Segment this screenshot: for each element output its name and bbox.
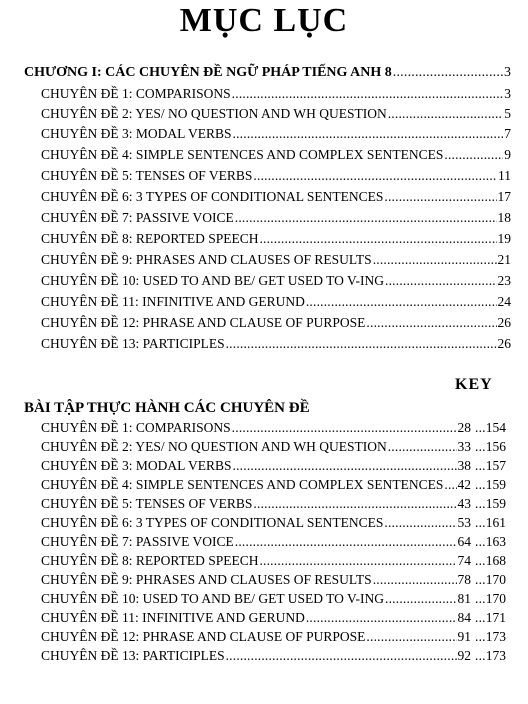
entry-title: CHUYÊN ĐỀ 13: PARTICIPLES xyxy=(41,648,225,663)
entry-title: CHUYÊN ĐỀ 8: REPORTED SPEECH xyxy=(41,231,259,246)
entry-title: CHUYÊN ĐỀ 1: COMPARISONS xyxy=(41,86,231,101)
page-number: 24 xyxy=(497,294,511,309)
toc-entry[interactable] xyxy=(41,86,511,104)
leader-dots xyxy=(306,294,497,310)
entry-title: CHUYÊN ĐỀ 2: YES/ NO QUESTION AND WH QUESTION xyxy=(41,439,387,454)
leader-dots xyxy=(259,231,496,247)
toc-entry[interactable] xyxy=(41,420,471,438)
leader-dots xyxy=(444,477,456,493)
entry-title: CHUYÊN ĐỀ 4: SIMPLE SENTENCES AND COMPLEX SENTENCES xyxy=(41,147,444,162)
page-number: 81 xyxy=(457,591,471,606)
leader-dots xyxy=(388,106,504,122)
page-number: 18 xyxy=(497,210,511,225)
entry-title: CHUYÊN ĐỀ 10: USED TO AND BE/ GET USED TO V-ING xyxy=(41,273,385,288)
toc-entry[interactable] xyxy=(41,252,511,270)
entry-title: CHUYÊN ĐỀ 9: PHRASES AND CLAUSES OF RESULTS xyxy=(41,572,372,587)
key-page-number[interactable]: ...170 xyxy=(475,591,506,606)
entry-title: CHUYÊN ĐỀ 3: MODAL VERBS xyxy=(41,458,232,473)
leader-dots xyxy=(393,65,503,81)
page-number: 7 xyxy=(504,126,511,141)
toc-entry[interactable] xyxy=(41,126,511,144)
entry-title: CHUYÊN ĐỀ 4: SIMPLE SENTENCES AND COMPLEX SENTENCES xyxy=(41,477,444,492)
toc-entry[interactable] xyxy=(41,315,511,333)
leader-dots xyxy=(373,572,457,588)
entry-title: CHUYÊN ĐỀ 9: PHRASES AND CLAUSES OF RESULTS xyxy=(41,252,372,267)
leader-dots xyxy=(384,189,496,205)
page-number: 64 xyxy=(457,534,471,549)
key-page-number[interactable]: ...157 xyxy=(475,458,506,473)
key-page-number[interactable]: ...163 xyxy=(475,534,506,549)
leader-dots xyxy=(384,515,456,531)
page-number: 3 xyxy=(504,65,511,80)
toc-entry[interactable] xyxy=(41,572,471,590)
page-number: 17 xyxy=(497,189,511,204)
entry-title: CHUYÊN ĐỀ 6: 3 TYPES OF CONDITIONAL SENTENCES xyxy=(41,189,384,204)
entry-title: CHUYÊN ĐỀ 12: PHRASE AND CLAUSE OF PURPOSE xyxy=(41,629,366,644)
page-number: 5 xyxy=(504,106,511,121)
leader-dots xyxy=(233,126,504,142)
key-page-number[interactable]: ...171 xyxy=(475,610,506,625)
toc-entry[interactable] xyxy=(41,591,471,609)
entry-title: CHUYÊN ĐỀ 5: TENSES OF VERBS xyxy=(41,496,253,511)
leader-dots xyxy=(385,273,496,289)
toc-entry[interactable] xyxy=(41,553,471,571)
entry-title: CHUYÊN ĐỀ 1: COMPARISONS xyxy=(41,420,231,435)
toc-entry[interactable] xyxy=(41,273,511,291)
leader-dots xyxy=(373,252,497,268)
leader-dots xyxy=(253,496,456,512)
toc-entry[interactable] xyxy=(41,477,471,495)
entry-title: CHUYÊN ĐỀ 11: INFINITIVE AND GERUND xyxy=(41,610,305,625)
section-heading: CHƯƠNG I: CÁC CHUYÊN ĐỀ NGỮ PHÁP TIẾNG ANH 8 xyxy=(24,65,392,80)
entry-title: CHUYÊN ĐỀ 7: PASSIVE VOICE xyxy=(41,534,234,549)
toc-entry[interactable] xyxy=(41,496,471,514)
toc-entry[interactable] xyxy=(41,294,511,312)
toc-entry[interactable] xyxy=(41,534,471,552)
page-number: 38 xyxy=(457,458,471,473)
page-number: 21 xyxy=(497,252,511,267)
key-page-number[interactable]: ...168 xyxy=(475,553,506,568)
entry-title: CHUYÊN ĐỀ 8: REPORTED SPEECH xyxy=(41,553,259,568)
entry-title: CHUYÊN ĐỀ 13: PARTICIPLES xyxy=(41,336,225,351)
page-number: 43 xyxy=(457,496,471,511)
leader-dots xyxy=(385,591,456,607)
entry-title: CHUYÊN ĐỀ 2: YES/ NO QUESTION AND WH QUESTION xyxy=(41,106,387,121)
page-number: 91 xyxy=(457,629,471,644)
key-page-number[interactable]: ...154 xyxy=(475,420,506,435)
toc-entry[interactable] xyxy=(41,210,511,228)
key-page-number[interactable]: ...161 xyxy=(475,515,506,530)
leader-dots xyxy=(235,210,497,226)
toc-entry[interactable] xyxy=(41,168,511,186)
leader-dots xyxy=(235,534,457,550)
leader-dots xyxy=(233,458,457,474)
page-number: 78 xyxy=(457,572,471,587)
page-number: 23 xyxy=(497,273,511,288)
leader-dots xyxy=(306,610,457,626)
key-page-number[interactable]: ...173 xyxy=(475,629,506,644)
entry-title: CHUYÊN ĐỀ 10: USED TO AND BE/ GET USED TO V-ING xyxy=(41,591,385,606)
toc-entry[interactable] xyxy=(41,610,471,628)
key-column-label: KEY xyxy=(455,376,493,393)
page-number: 84 xyxy=(457,610,471,625)
leader-dots xyxy=(232,420,457,436)
page-number: 11 xyxy=(498,168,511,183)
page-number: 42 xyxy=(457,477,471,492)
page-number: 26 xyxy=(497,315,511,330)
toc-entry[interactable] xyxy=(41,147,511,165)
page-number: 19 xyxy=(497,231,511,246)
toc-entry[interactable] xyxy=(41,515,471,533)
entry-title: CHUYÊN ĐỀ 3: MODAL VERBS xyxy=(41,126,232,141)
leader-dots xyxy=(253,168,497,184)
page-number: 92 xyxy=(457,648,471,663)
toc-entry[interactable] xyxy=(41,648,471,666)
entry-title: CHUYÊN ĐỀ 6: 3 TYPES OF CONDITIONAL SENTENCES xyxy=(41,515,384,530)
toc-entry[interactable] xyxy=(41,458,471,476)
page-number: 33 xyxy=(457,439,471,454)
page-title: MỤC LỤC xyxy=(179,2,349,39)
leader-dots xyxy=(366,315,496,331)
toc-entry[interactable] xyxy=(41,106,511,124)
leader-dots xyxy=(366,629,456,645)
page-number: 26 xyxy=(497,336,511,351)
entry-title: CHUYÊN ĐỀ 7: PASSIVE VOICE xyxy=(41,210,234,225)
key-page-number[interactable]: ...156 xyxy=(475,439,506,454)
key-page-number[interactable]: ...170 xyxy=(475,572,506,587)
key-page-number[interactable]: ...159 xyxy=(475,477,506,492)
entry-title: CHUYÊN ĐỀ 11: INFINITIVE AND GERUND xyxy=(41,294,305,309)
key-page-number[interactable]: ...173 xyxy=(475,648,506,663)
section-heading: BÀI TẬP THỰC HÀNH CÁC CHUYÊN ĐỀ xyxy=(24,400,310,416)
leader-dots xyxy=(259,553,456,569)
leader-dots xyxy=(226,336,497,352)
toc-entry[interactable] xyxy=(41,439,471,457)
toc-entry[interactable] xyxy=(41,189,511,207)
page-number: 3 xyxy=(504,86,511,101)
page-number: 53 xyxy=(457,515,471,530)
section-heading-row xyxy=(24,65,511,83)
entry-title: CHUYÊN ĐỀ 5: TENSES OF VERBS xyxy=(41,168,253,183)
toc-entry[interactable] xyxy=(41,336,511,354)
leader-dots xyxy=(388,439,457,455)
leader-dots xyxy=(226,648,457,664)
toc-entry[interactable] xyxy=(41,231,511,249)
page-number: 74 xyxy=(457,553,471,568)
key-page-number[interactable]: ...159 xyxy=(475,496,506,511)
page-number: 9 xyxy=(504,147,511,162)
page-number: 28 xyxy=(457,420,471,435)
leader-dots xyxy=(232,86,504,102)
leader-dots xyxy=(444,147,503,163)
entry-title: CHUYÊN ĐỀ 12: PHRASE AND CLAUSE OF PURPOSE xyxy=(41,315,366,330)
toc-entry[interactable] xyxy=(41,629,471,647)
